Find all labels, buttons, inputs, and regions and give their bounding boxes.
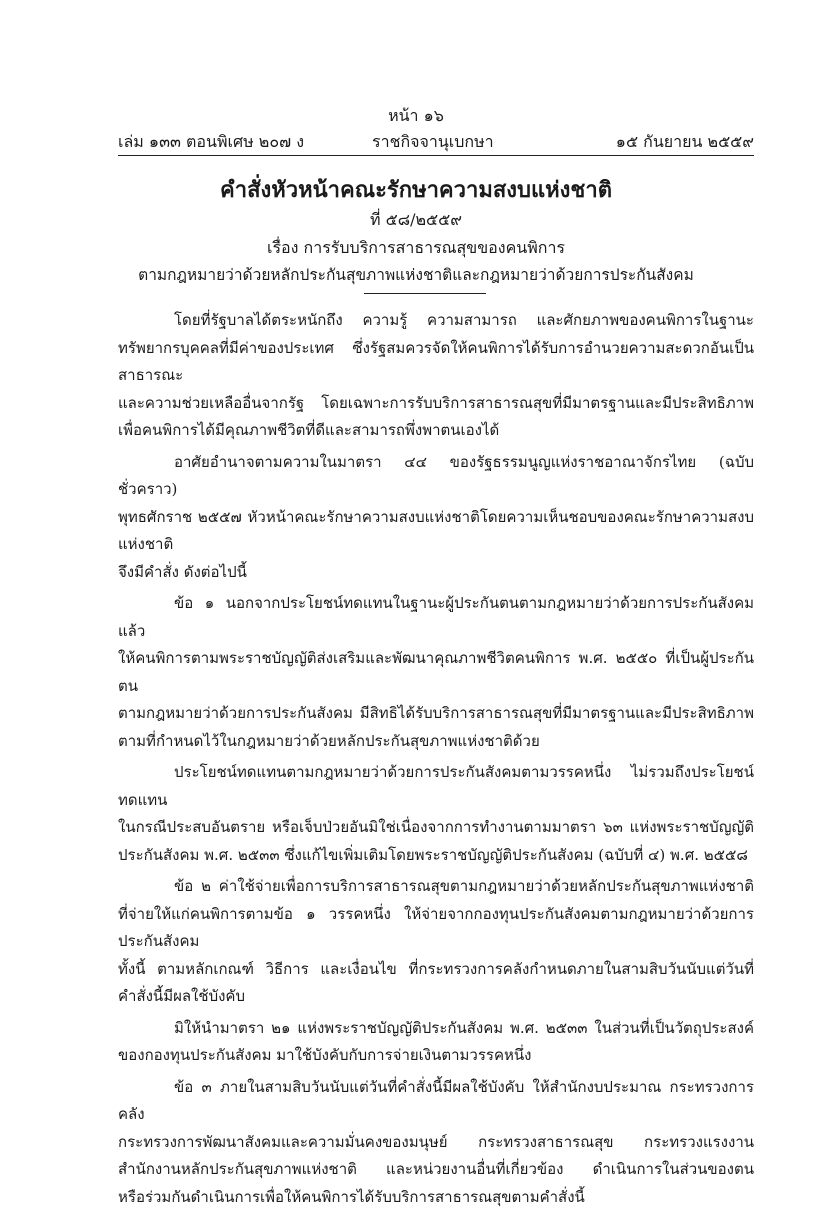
- page-number: หน้า ๑๖: [0, 104, 832, 129]
- body-line: ของกองทุนประกันสังคม มาใช้บังคับกับการจ่ายเงินตามวรรคหนึ่ง: [118, 1042, 754, 1070]
- body-line: คำสั่งนี้มีผลใช้บังคับ: [118, 983, 754, 1011]
- body-line: ข้อ ๓ ภายในสามสิบวันนับแต่วันที่คำสั่งนี้มีผลใช้บังคับ ให้สำนักงบประมาณ กระทรวงการคลัง: [118, 1074, 754, 1129]
- body-line: มิให้นำมาตรา ๒๑ แห่งพระราชบัญญัติประกันสังคม พ.ศ. ๒๕๓๓ ในส่วนที่เป็นวัตถุประสงค์: [118, 1015, 754, 1043]
- body-line: ที่จ่ายให้แก่คนพิการตามข้อ ๑ วรรคหนึ่ง ให้จ่ายจากกองทุนประกันสังคมตามกฎหมายว่าด้วยการประกันสังคม: [118, 901, 754, 956]
- body-line: ในกรณีประสบอันตราย หรือเจ็บป่วยอันมิใช่เนื่องจากการทำงานตามมาตรา ๖๓ แห่งพระราชบัญญัติ: [118, 814, 754, 842]
- body-line: และความช่วยเหลืออื่นจากรัฐ โดยเฉพาะการรับบริการสาธารณสุขที่มีมาตรฐานและมีประสิทธิภาพ: [118, 390, 754, 418]
- body-line: ประกันสังคม พ.ศ. ๒๕๓๓ ซึ่งแก้ไขเพิ่มเติมโดยพระราชบัญญัติประกันสังคม (ฉบับที่ ๔) พ.ศ. ๒๕๕๘: [118, 842, 754, 870]
- gazette-header: [118, 130, 754, 154]
- body-line: เพื่อคนพิการได้มีคุณภาพชีวิตที่ดีและสามารถพึ่งพาตนเองได้: [118, 417, 754, 445]
- body-line: ทั้งนี้ ตามหลักเกณฑ์ วิธีการ และเงื่อนไข ที่กระทรวงการคลังกำหนดภายในสามสิบวันนับแต่วันที่: [118, 956, 754, 984]
- body-line: ทรัพยากรบุคคลที่มีค่าของประเทศ ซึ่งรัฐสมควรจัดให้คนพิการได้รับการอำนวยความสะดวกอันเป็นสาธารณะ: [118, 335, 754, 390]
- header-divider: [118, 155, 754, 156]
- body-line: ประโยชน์ทดแทนตามกฎหมายว่าด้วยการประกันสังคมตามวรรคหนึ่ง ไม่รวมถึงประโยชน์ทดแทน: [118, 759, 754, 814]
- body-line: พุทธศักราช ๒๕๕๗ หัวหน้าคณะรักษาความสงบแห่งชาติโดยความเห็นชอบของคณะรักษาความสงบแห่งชาติ: [118, 504, 754, 559]
- body-line: อาศัยอำนาจตามความในมาตรา ๔๔ ของรัฐธรรมนูญแห่งราชอาณาจักรไทย (ฉบับชั่วคราว): [118, 449, 754, 504]
- subject-line-2: ตามกฎหมายว่าด้วยหลักประกันสุขภาพแห่งชาติและกฎหมายว่าด้วยการประกันสังคม: [0, 262, 832, 287]
- subject-line-1: เรื่อง การรับบริการสาธารณสุขของคนพิการ: [0, 236, 832, 261]
- title-divider: [364, 293, 486, 294]
- document-body: [118, 307, 754, 1211]
- body-line: สำนักงานหลักประกันสุขภาพแห่งชาติ และหน่วยงานอื่นที่เกี่ยวข้อง ดำเนินการในส่วนของตน: [118, 1156, 754, 1184]
- publication-name: ราชกิจจานุเบกษา: [372, 130, 494, 155]
- body-line: โดยที่รัฐบาลได้ตระหนักถึง ความรู้ ความสามารถ และศักยภาพของคนพิการในฐานะ: [118, 307, 754, 335]
- body-line: ตามที่กำหนดไว้ในกฎหมายว่าด้วยหลักประกันสุขภาพแห่งชาติด้วย: [118, 728, 754, 756]
- body-line: จึงมีคำสั่ง ดังต่อไปนี้: [118, 559, 754, 587]
- document-title: คำสั่งหัวหน้าคณะรักษาความสงบแห่งชาติ: [0, 172, 832, 207]
- body-line: หรือร่วมกันดำเนินการเพื่อให้คนพิการได้รับบริการสาธารณสุขตามคำสั่งนี้: [118, 1184, 754, 1211]
- body-line: ข้อ ๑ นอกจากประโยชน์ทดแทนในฐานะผู้ประกันตนตามกฎหมายว่าด้วยการประกันสังคมแล้ว: [118, 590, 754, 645]
- body-line: กระทรวงการพัฒนาสังคมและความมั่นคงของมนุษย์ กระทรวงสาธารณสุข กระทรวงแรงงาน: [118, 1129, 754, 1157]
- body-line: ตามกฎหมายว่าด้วยการประกันสังคม มีสิทธิได้รับบริการสาธารณสุขที่มีมาตรฐานและมีประสิทธิภาพ: [118, 700, 754, 728]
- publication-date: ๑๕ กันยายน ๒๕๕๙: [616, 130, 754, 155]
- body-line: ข้อ ๒ ค่าใช้จ่ายเพื่อการบริการสาธารณสุขตามกฎหมายว่าด้วยหลักประกันสุขภาพแห่งชาติ: [118, 873, 754, 901]
- body-line: ให้คนพิการตามพระราชบัญญัติส่งเสริมและพัฒนาคุณภาพชีวิตคนพิการ พ.ศ. ๒๕๕๐ ที่เป็นผู้ประกันตน: [118, 645, 754, 700]
- volume-info: เล่ม ๑๓๓ ตอนพิเศษ ๒๐๗ ง: [118, 130, 304, 155]
- order-number: ที่ ๕๘/๒๕๕๙: [0, 208, 832, 233]
